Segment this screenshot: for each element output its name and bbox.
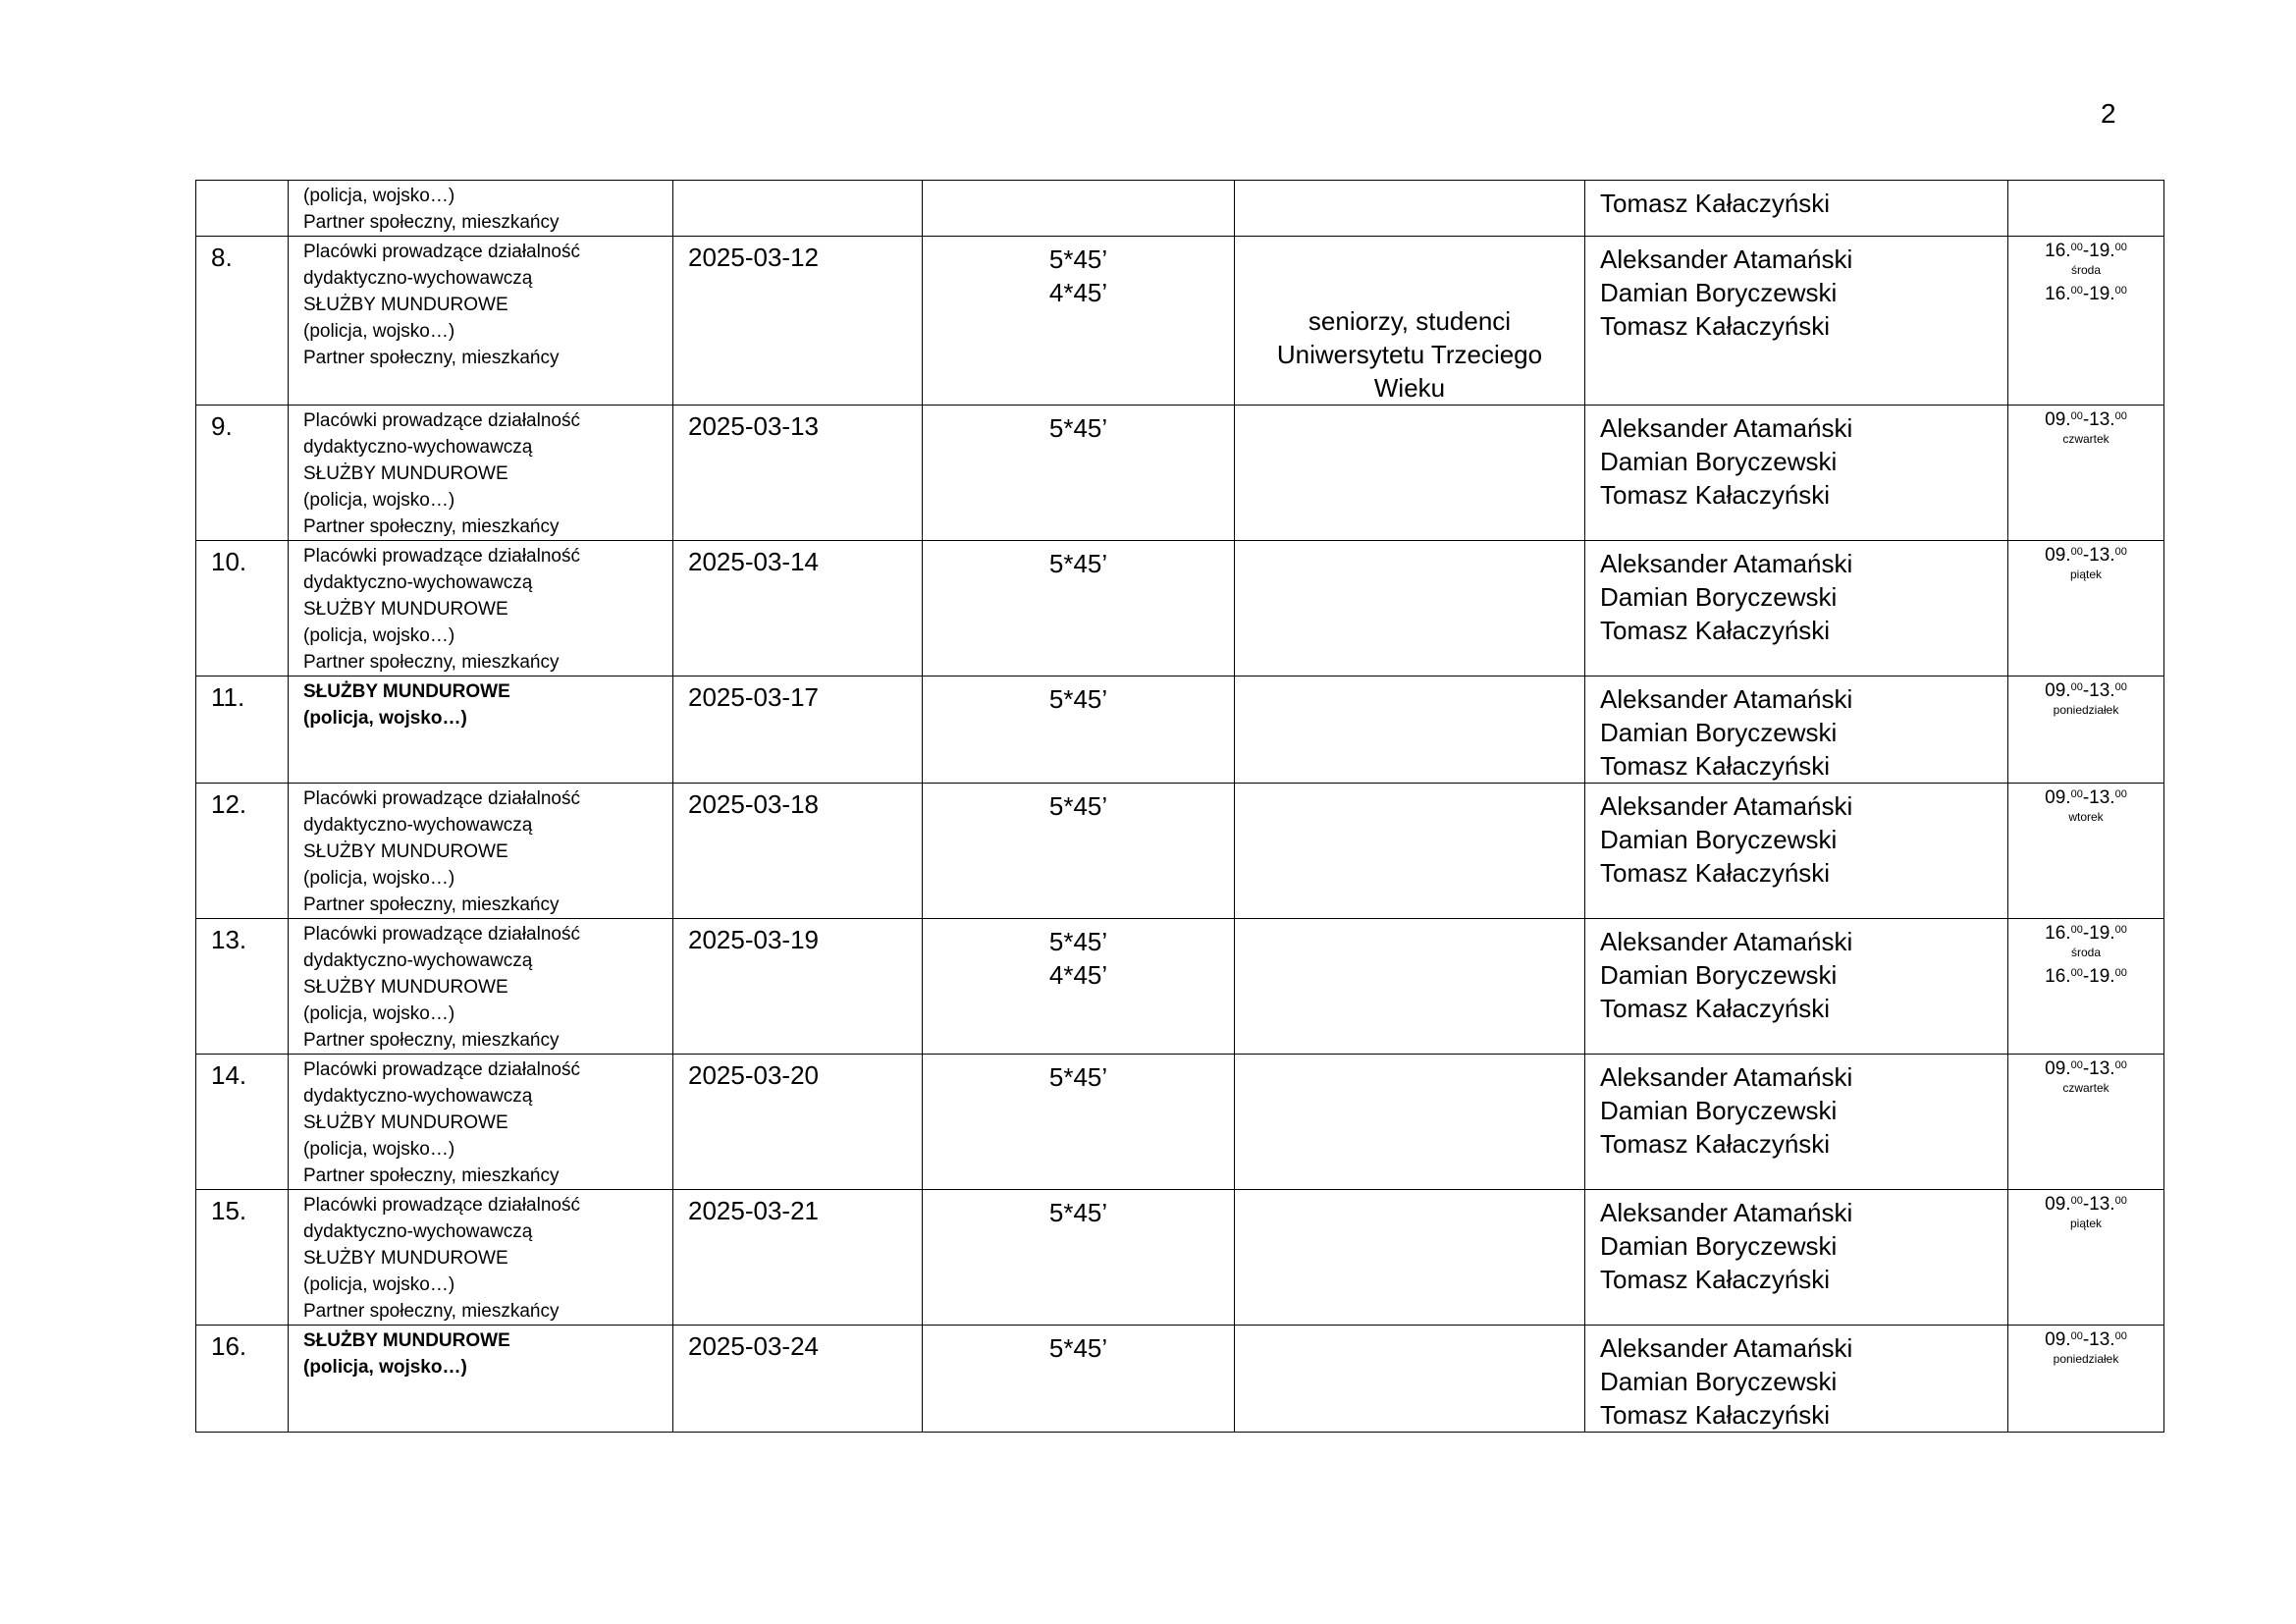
table-row: [196, 677, 2164, 784]
group-line: Placówki prowadzące działalność: [303, 788, 580, 809]
group-line: Partner społeczny, mieszkańcy: [303, 516, 560, 537]
group-cell: [289, 237, 673, 406]
group-line: SŁUŻBY MUNDUROWE: [303, 1248, 508, 1269]
time-range: 09.00-13.00: [2045, 1194, 2127, 1215]
group-cell: [289, 1190, 673, 1326]
weekday-label: środa: [2070, 946, 2102, 959]
duration-value: 5*45’: [1048, 413, 1108, 443]
time-range: 16.00-19.00: [2045, 923, 2127, 944]
participants-cell: [1235, 1326, 1585, 1433]
time-range: 09.00-13.00: [2045, 787, 2127, 808]
table-row: [196, 1055, 2164, 1190]
time-cell: [2008, 1190, 2164, 1326]
leaders-cell: [1585, 784, 2008, 919]
leader-name: Tomasz Kałaczyński: [1600, 1265, 1831, 1294]
group-line: (policja, wojsko…): [303, 1139, 455, 1160]
group-cell: [289, 1326, 673, 1433]
duration-value: 4*45’: [1048, 960, 1108, 990]
leader-name: Damian Boryczewski: [1600, 1231, 1838, 1261]
duration-cell: [923, 237, 1235, 406]
leader-name: Aleksander Atamański: [1600, 791, 1853, 821]
group-line: Partner społeczny, mieszkańcy: [303, 1301, 560, 1322]
leader-name: Aleksander Atamański: [1600, 244, 1853, 274]
leaders-cell: [1585, 1190, 2008, 1326]
leader-name: Tomasz Kałaczyński: [1600, 994, 1831, 1023]
group-line: SŁUŻBY MUNDUROWE: [303, 977, 508, 998]
duration-value: 4*45’: [1048, 278, 1108, 307]
weekday-label: piątek: [2069, 568, 2103, 581]
duration-value: 5*45’: [1048, 684, 1108, 714]
participants-line: Wieku: [1373, 373, 1446, 403]
group-line: Partner społeczny, mieszkańcy: [303, 212, 560, 233]
group-line: (policja, wojsko…): [303, 625, 455, 646]
participants-cell: [1235, 1055, 1585, 1190]
group-line: dydaktyczno-wychowawczą: [303, 1086, 533, 1107]
row-number-cell: 12.: [196, 784, 289, 919]
weekday-label: piątek: [2069, 1217, 2103, 1230]
group-line: Partner społeczny, mieszkańcy: [303, 348, 560, 368]
date-cell: 2025-03-21: [673, 1190, 923, 1326]
participants-cell: [1235, 181, 1585, 237]
table-row: [196, 237, 2164, 406]
row-number-cell: [196, 181, 289, 237]
group-cell: [289, 1055, 673, 1190]
leader-name: Aleksander Atamański: [1600, 1198, 1853, 1227]
leaders-cell: [1585, 1055, 2008, 1190]
group-line: Placówki prowadzące działalność: [303, 242, 580, 262]
time-cell: [2008, 406, 2164, 541]
weekday-label: środa: [2070, 263, 2102, 277]
group-line: SŁUŻBY MUNDUROWE: [303, 681, 510, 702]
time-range: 09.00-13.00: [2045, 680, 2127, 701]
group-line: dydaktyczno-wychowawczą: [303, 268, 533, 289]
row-number-cell: 14.: [196, 1055, 289, 1190]
leaders-cell: [1585, 677, 2008, 784]
group-cell: [289, 406, 673, 541]
leader-name: Tomasz Kałaczyński: [1600, 189, 1831, 218]
table-row-continuation: [196, 181, 2164, 237]
row-number-cell: 8.: [196, 237, 289, 406]
duration-value: 5*45’: [1048, 927, 1108, 956]
date-cell: 2025-03-17: [673, 677, 923, 784]
group-line: (policja, wojsko…): [303, 1003, 455, 1024]
group-cell: [289, 541, 673, 677]
table-row: [196, 406, 2164, 541]
leader-name: Damian Boryczewski: [1600, 1367, 1838, 1396]
table-row: [196, 784, 2164, 919]
row-number-cell: 15.: [196, 1190, 289, 1326]
table-row: [196, 1326, 2164, 1433]
group-line: SŁUŻBY MUNDUROWE: [303, 295, 508, 315]
time-cell: [2008, 677, 2164, 784]
group-cell: [289, 919, 673, 1055]
leader-name: Aleksander Atamański: [1600, 1062, 1853, 1092]
table-row: [196, 919, 2164, 1055]
group-line: Partner społeczny, mieszkańcy: [303, 894, 560, 915]
leader-name: Aleksander Atamański: [1600, 1333, 1853, 1363]
time-range: 16.00-19.00: [2045, 284, 2127, 304]
duration-cell: [923, 1190, 1235, 1326]
leader-name: Damian Boryczewski: [1600, 447, 1838, 476]
date-cell: 2025-03-18: [673, 784, 923, 919]
group-line: SŁUŻBY MUNDUROWE: [303, 841, 508, 862]
table-row: [196, 541, 2164, 677]
participants-cell: [1235, 1190, 1585, 1326]
table-row: [196, 1190, 2164, 1326]
leader-name: Damian Boryczewski: [1600, 960, 1838, 990]
group-line: Partner społeczny, mieszkańcy: [303, 1030, 560, 1051]
duration-cell: [923, 677, 1235, 784]
leader-name: Damian Boryczewski: [1600, 825, 1838, 854]
group-line: SŁUŻBY MUNDUROWE: [303, 1330, 510, 1351]
participants-cell: [1235, 406, 1585, 541]
date-cell: [673, 181, 923, 237]
duration-value: 5*45’: [1048, 1198, 1108, 1227]
row-number-cell: 11.: [196, 677, 289, 784]
group-cell: [289, 784, 673, 919]
leader-name: Tomasz Kałaczyński: [1600, 311, 1831, 341]
time-cell: [2008, 784, 2164, 919]
leader-name: Tomasz Kałaczyński: [1600, 751, 1831, 781]
group-line: Placówki prowadzące działalność: [303, 410, 580, 431]
group-line: Placówki prowadzące działalność: [303, 546, 580, 567]
schedule-table: [195, 180, 2164, 1433]
group-cell: [289, 181, 673, 237]
leaders-cell: [1585, 181, 2008, 237]
date-cell: 2025-03-14: [673, 541, 923, 677]
duration-value: 5*45’: [1048, 791, 1108, 821]
time-range: 09.00-13.00: [2045, 1329, 2127, 1350]
leader-name: Damian Boryczewski: [1600, 582, 1838, 612]
date-cell: 2025-03-12: [673, 237, 923, 406]
time-range: 09.00-13.00: [2045, 1058, 2127, 1079]
leaders-cell: [1585, 1326, 2008, 1433]
group-line: Placówki prowadzące działalność: [303, 924, 580, 945]
date-cell: 2025-03-13: [673, 406, 923, 541]
group-line: dydaktyczno-wychowawczą: [303, 950, 533, 971]
group-line: (policja, wojsko…): [303, 1274, 455, 1295]
time-range: 09.00-13.00: [2045, 409, 2127, 430]
duration-cell: [923, 784, 1235, 919]
group-line: dydaktyczno-wychowawczą: [303, 1221, 533, 1242]
duration-value: 5*45’: [1048, 1333, 1108, 1363]
row-number-cell: 9.: [196, 406, 289, 541]
leaders-cell: [1585, 406, 2008, 541]
date-cell: 2025-03-20: [673, 1055, 923, 1190]
group-line: dydaktyczno-wychowawczą: [303, 437, 533, 458]
group-line: (policja, wojsko…): [303, 868, 455, 889]
page-number: 2: [2101, 98, 2116, 129]
time-cell: [2008, 1326, 2164, 1433]
time-range: 16.00-19.00: [2045, 966, 2127, 987]
group-line: (policja, wojsko…): [303, 1357, 467, 1378]
group-line: Partner społeczny, mieszkańcy: [303, 652, 560, 673]
duration-value: 5*45’: [1048, 549, 1108, 578]
leader-name: Damian Boryczewski: [1600, 718, 1838, 747]
group-line: SŁUŻBY MUNDUROWE: [303, 599, 508, 620]
row-number-cell: 10.: [196, 541, 289, 677]
row-number-cell: 13.: [196, 919, 289, 1055]
time-cell: [2008, 919, 2164, 1055]
group-line: (policja, wojsko…): [303, 490, 455, 511]
group-line: Placówki prowadzące działalność: [303, 1059, 580, 1080]
time-cell: [2008, 1055, 2164, 1190]
group-line: (policja, wojsko…): [303, 186, 455, 206]
participants-cell: [1235, 784, 1585, 919]
time-cell: [2008, 541, 2164, 677]
leaders-cell: [1585, 237, 2008, 406]
group-line: dydaktyczno-wychowawczą: [303, 572, 533, 593]
duration-cell: [923, 919, 1235, 1055]
group-line: Placówki prowadzące działalność: [303, 1195, 580, 1216]
duration-cell: [923, 1055, 1235, 1190]
duration-cell: [923, 181, 1235, 237]
leader-name: Tomasz Kałaczyński: [1600, 616, 1831, 645]
group-line: SŁUŻBY MUNDUROWE: [303, 463, 508, 484]
weekday-label: poniedziałek: [2053, 703, 2119, 717]
duration-cell: [923, 541, 1235, 677]
group-line: (policja, wojsko…): [303, 321, 455, 342]
duration-cell: [923, 1326, 1235, 1433]
leader-name: Damian Boryczewski: [1600, 1096, 1838, 1125]
weekday-label: czwartek: [2062, 1081, 2109, 1095]
time-range: 16.00-19.00: [2045, 241, 2127, 261]
date-cell: 2025-03-24: [673, 1326, 923, 1433]
leader-name: Tomasz Kałaczyński: [1600, 480, 1831, 510]
participants-cell: [1235, 677, 1585, 784]
leader-name: Tomasz Kałaczyński: [1600, 1400, 1831, 1430]
duration-cell: [923, 406, 1235, 541]
leader-name: Tomasz Kałaczyński: [1600, 858, 1831, 888]
participants-cell: [1235, 919, 1585, 1055]
weekday-label: wtorek: [2068, 810, 2104, 824]
weekday-label: czwartek: [2062, 432, 2109, 446]
leader-name: Damian Boryczewski: [1600, 278, 1838, 307]
time-cell: [2008, 237, 2164, 406]
time-range: 09.00-13.00: [2045, 545, 2127, 566]
leaders-cell: [1585, 919, 2008, 1055]
group-line: (policja, wojsko…): [303, 708, 467, 729]
date-cell: 2025-03-19: [673, 919, 923, 1055]
group-line: dydaktyczno-wychowawczą: [303, 815, 533, 836]
duration-value: 5*45’: [1048, 1062, 1108, 1092]
leader-name: Aleksander Atamański: [1600, 549, 1853, 578]
group-line: Partner społeczny, mieszkańcy: [303, 1165, 560, 1186]
participants-line: Uniwersytetu Trzeciego: [1276, 340, 1543, 369]
leader-name: Aleksander Atamański: [1600, 413, 1853, 443]
participants-cell: [1235, 541, 1585, 677]
duration-value: 5*45’: [1048, 244, 1108, 274]
time-cell: [2008, 181, 2164, 237]
leader-name: Tomasz Kałaczyński: [1600, 1129, 1831, 1159]
leaders-cell: [1585, 541, 2008, 677]
leader-name: Aleksander Atamański: [1600, 927, 1853, 956]
leader-name: Aleksander Atamański: [1600, 684, 1853, 714]
group-line: SŁUŻBY MUNDUROWE: [303, 1112, 508, 1133]
weekday-label: poniedziałek: [2053, 1352, 2119, 1366]
group-cell: [289, 677, 673, 784]
participants-cell: [1235, 237, 1585, 406]
participants-line: seniorzy, studenci: [1308, 306, 1512, 336]
row-number-cell: 16.: [196, 1326, 289, 1433]
